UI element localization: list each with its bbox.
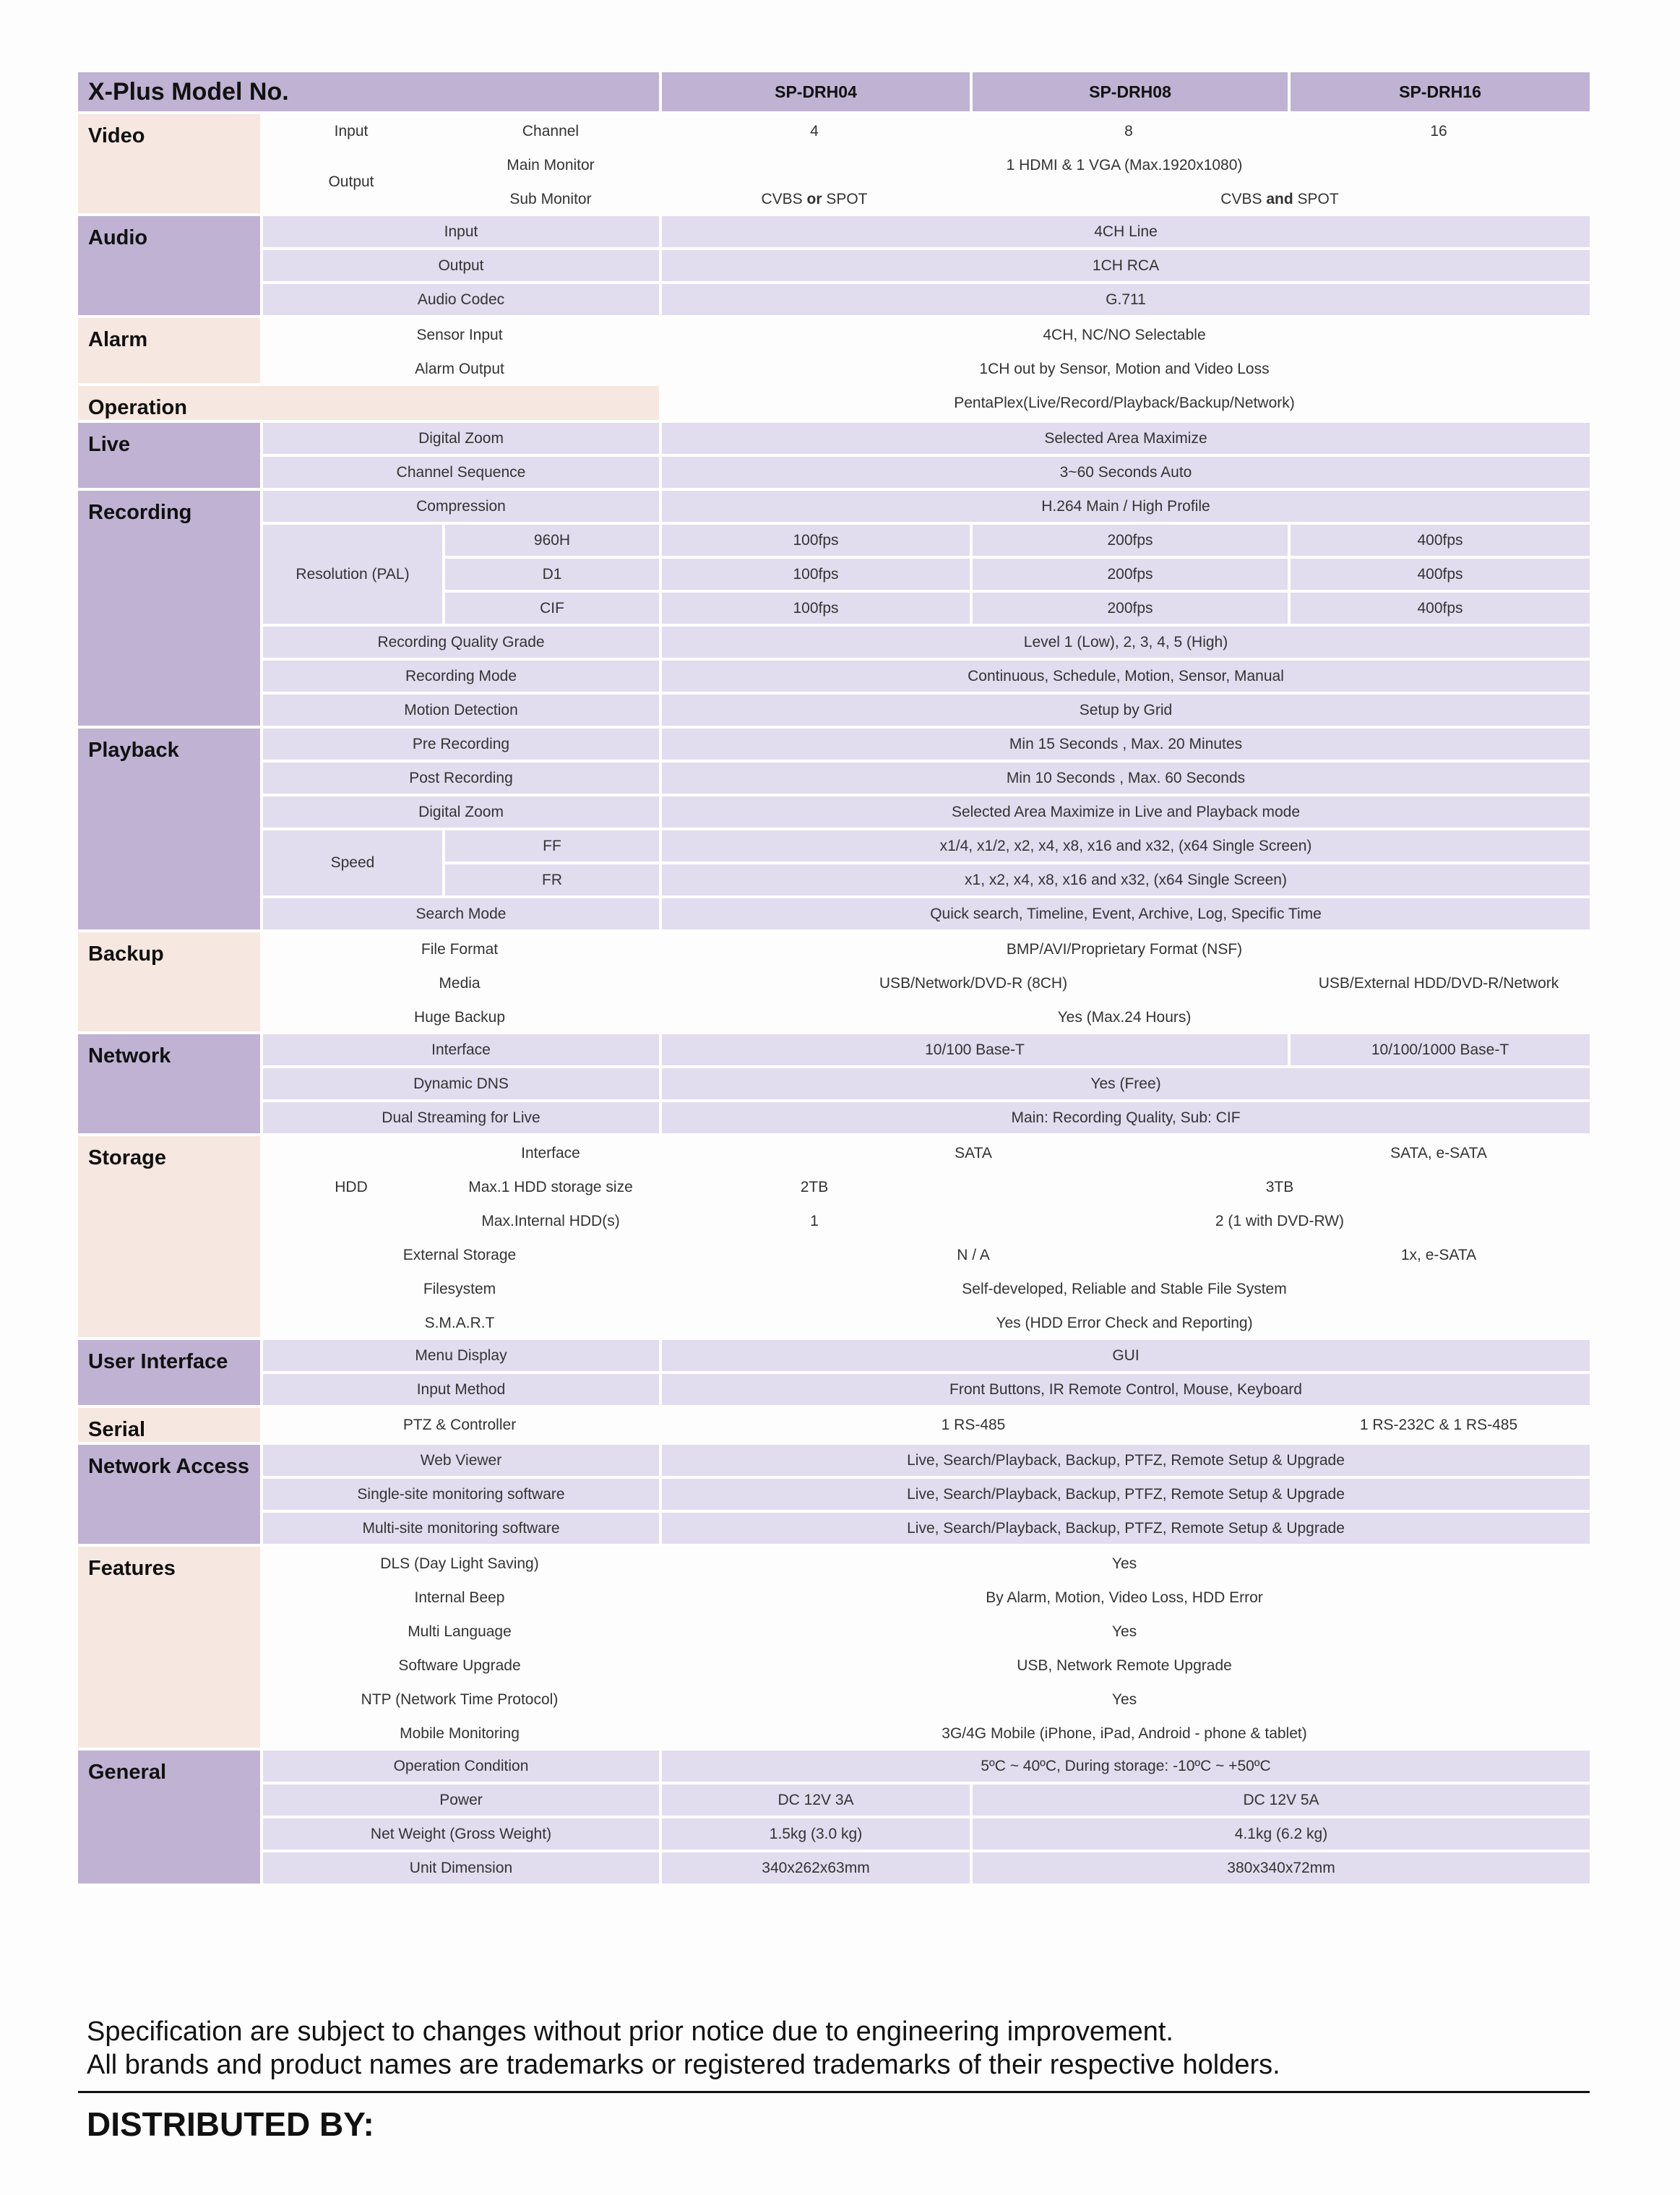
category-playback: Playback — [78, 729, 260, 932]
table-row: Main Monitor 1 HDMI & 1 VGA (Max.1920x1080) — [507, 156, 1243, 173]
spec-table — [78, 72, 1590, 1886]
category-general: General — [78, 1751, 260, 1886]
table-row: Mobile Monitoring 3G/4G Mobile (iPhone, iPad, Android - phone & tablet) — [400, 1724, 1307, 1742]
table-row: Power DC 12V 3A DC 12V 5A — [260, 1784, 1590, 1818]
table-row: Internal Beep By Alarm, Motion, Video Loss, HDD Error — [414, 1589, 1263, 1606]
table-row: FR x1, x2, x4, x8, x16 and x32, (x64 Single Screen) — [442, 864, 1590, 898]
section-audio — [78, 216, 1590, 318]
table-row: Max.1 HDD storage size 2TB 3TB — [468, 1178, 1294, 1195]
section-network-access — [78, 1445, 1590, 1547]
table-row: Channel Sequence 3~60 Seconds Auto — [260, 457, 1590, 491]
resolution-label: Resolution (PAL) — [260, 525, 442, 627]
table-row: Sub Monitor CVBS or SPOT CVBS and SPOT — [509, 190, 1339, 207]
table-row: Digital Zoom Selected Area Maximize — [260, 423, 1590, 457]
model-title: X-Plus Model No. — [78, 72, 659, 111]
category-operation: Operation — [78, 386, 659, 423]
table-row: CIF 100fps 200fps 400fps — [442, 593, 1590, 627]
category-live: Live — [78, 423, 260, 491]
category-network-access: Network Access — [78, 1445, 260, 1547]
category-alarm: Alarm — [78, 318, 260, 386]
category-serial: Serial — [78, 1408, 260, 1445]
section-recording — [78, 491, 1590, 729]
table-row: External Storage N / A 1x, e-SATA — [402, 1246, 1477, 1263]
table-row: Motion Detection Setup by Grid — [260, 695, 1590, 729]
table-row: Digital Zoom Selected Area Maximize in Live and Playback mode — [260, 796, 1590, 830]
table-row: Max.Internal HDD(s) 1 2 (1 with DVD-RW) — [481, 1212, 1345, 1229]
table-row: Multi Language Yes — [408, 1623, 1137, 1640]
model-sp-drh04: SP-DRH04 — [659, 72, 970, 111]
table-row: Interface SATA SATA, e-SATA — [521, 1144, 1487, 1161]
table-row: Input Method Front Buttons, IR Remote Control, Mouse, Keyboard — [260, 1374, 1590, 1408]
table-row: Media USB/Network/DVD-R (8CH) USB/External HDD/DVD-R/Network — [439, 974, 1559, 992]
speed-label: Speed — [260, 830, 442, 898]
section-backup — [78, 932, 1590, 1034]
table-header — [78, 72, 1590, 111]
table-row: Post Recording Min 10 Seconds , Max. 60 Seconds — [260, 763, 1590, 796]
table-row: Software Upgrade USB, Network Remote Upgrade — [398, 1657, 1232, 1674]
section-storage — [78, 1136, 1590, 1340]
table-row: Sensor Input 4CH, NC/NO Selectable — [416, 326, 1206, 343]
section-network — [78, 1034, 1590, 1136]
section-features — [78, 1547, 1590, 1751]
model-sp-drh08: SP-DRH08 — [970, 72, 1288, 111]
category-video: Video — [78, 114, 260, 216]
table-row: Dynamic DNS Yes (Free) — [260, 1068, 1590, 1102]
hdd-label: HDD — [335, 1178, 368, 1195]
table-row: Menu Display GUI — [260, 1340, 1590, 1374]
section-serial — [78, 1408, 1590, 1445]
category-network: Network — [78, 1034, 260, 1136]
category-storage: Storage — [78, 1136, 260, 1340]
table-row: Single-site monitoring software Live, Search/Playback, Backup, PTFZ, Remote Setup & Upgrade — [260, 1479, 1590, 1513]
table-row: Operation Condition 5ºC ~ 40ºC, During storage: -10ºC ~ +50ºC — [260, 1751, 1590, 1784]
table-row: Filesystem Self-developed, Reliable and Stable File System — [423, 1280, 1287, 1297]
table-row: DLS (Day Light Saving) Yes — [380, 1555, 1137, 1572]
table-row: PTZ & Controller 1 RS-485 1 RS-232C & 1 RS-485 — [402, 1416, 1518, 1433]
table-row: File Format BMP/AVI/Proprietary Format (NSF) — [421, 940, 1243, 958]
table-row: Alarm Output 1CH out by Sensor, Motion and Video Loss — [415, 360, 1270, 377]
table-row: Input 4CH Line — [260, 216, 1590, 250]
divider — [78, 2091, 1590, 2093]
table-row: Unit Dimension 340x262x63mm 380x340x72mm — [260, 1852, 1590, 1886]
table-row: PentaPlex(Live/Record/Playback/Backup/Network) — [954, 394, 1295, 411]
section-live — [78, 423, 1590, 491]
table-row: Recording Quality Grade Level 1 (Low), 2, 3, 4, 5 (High) — [260, 627, 1590, 661]
table-row: Recording Mode Continuous, Schedule, Motion, Sensor, Manual — [260, 661, 1590, 695]
distributed-by: DISTRIBUTED BY: — [87, 2105, 374, 2143]
section-operation — [78, 386, 1590, 423]
video-output-label: Output — [328, 173, 374, 190]
disclaimer — [87, 2015, 1280, 2082]
table-row: S.M.A.R.T Yes (HDD Error Check and Reporting) — [424, 1314, 1253, 1331]
table-row: Net Weight (Gross Weight) 1.5kg (3.0 kg) 4.1kg (6.2 kg) — [260, 1818, 1590, 1852]
table-row: Huge Backup Yes (Max.24 Hours) — [413, 1008, 1192, 1026]
section-alarm — [78, 318, 1590, 386]
table-row: Audio Codec G.711 — [260, 284, 1590, 318]
table-row: NTP (Network Time Protocol) Yes — [361, 1691, 1137, 1708]
table-row: Compression H.264 Main / High Profile — [260, 491, 1590, 525]
table-row: D1 100fps 200fps 400fps — [442, 559, 1590, 593]
category-user-interface: User Interface — [78, 1340, 260, 1408]
category-recording: Recording — [78, 491, 260, 729]
table-row: Output 1CH RCA — [260, 250, 1590, 284]
table-row: 960H 100fps 200fps 400fps — [442, 525, 1590, 559]
model-sp-drh16: SP-DRH16 — [1288, 72, 1590, 111]
table-row: Search Mode Quick search, Timeline, Event, Archive, Log, Specific Time — [260, 898, 1590, 932]
table-row: Interface 10/100 Base-T 10/100/1000 Base-T — [260, 1034, 1590, 1068]
section-user-interface — [78, 1340, 1590, 1408]
table-row: Web Viewer Live, Search/Playback, Backup, PTFZ, Remote Setup & Upgrade — [260, 1445, 1590, 1479]
disclaimer-line-2: All brands and product names are trademarks or registered trademarks of their respective holders. — [87, 2050, 1280, 2080]
section-general — [78, 1751, 1590, 1886]
table-row: Dual Streaming for Live Main: Recording Quality, Sub: CIF — [260, 1102, 1590, 1136]
table-row: Multi-site monitoring software Live, Search/Playback, Backup, PTFZ, Remote Setup & Upgrade — [260, 1513, 1590, 1547]
disclaimer-line-1: Specification are subject to changes without prior notice due to engineering improvement. — [87, 2016, 1173, 2047]
category-audio: Audio — [78, 216, 260, 318]
category-features: Features — [78, 1547, 260, 1751]
table-row: FF x1/4, x1/2, x2, x4, x8, x16 and x32, (x64 Single Screen) — [442, 830, 1590, 864]
category-backup: Backup — [78, 932, 260, 1034]
section-video — [78, 114, 1590, 216]
table-row: Input Channel 4 8 16 — [334, 122, 1447, 139]
section-playback — [78, 729, 1590, 932]
table-row: Pre Recording Min 15 Seconds , Max. 20 Minutes — [260, 729, 1590, 763]
